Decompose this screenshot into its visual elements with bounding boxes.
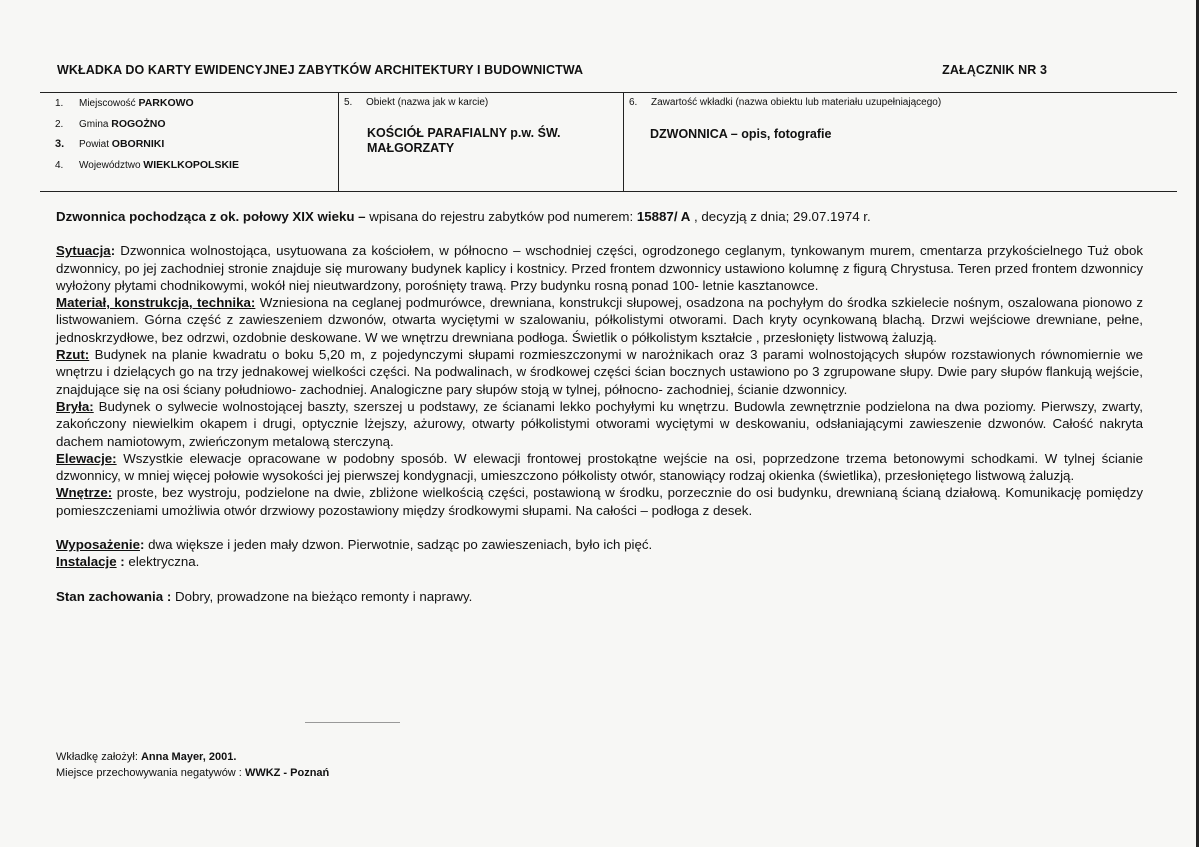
spacer: [56, 571, 1143, 588]
annex-number: ZAŁĄCZNIK NR 3: [942, 63, 1047, 77]
description-body: [56, 208, 1143, 605]
section-installations: Instalacje : elektryczna.: [56, 554, 200, 570]
intro-paragraph: Dzwonnica pochodząca z ok. połowy XIX wieku – wpisana do rejestru zabytków pod numerem: 15887/ A , decyzją z dnia; 29.07.1974 r.: [56, 209, 871, 224]
section-elevations: Elewacje: Wszystkie elewacje opracowane w podobny sposób. W elewacji frontowej prostokątne wejście na osi, poprzedzone trzema betonowymi schodkami. W tylnej ścianie dzwonnicy, w mniej więcej połowie wysokości jej pierwszej kondygnacji, umieszczono półkolisty otwór, stanowiący rodzaj okienka (świetlika), przesłoniętego listwową żaluzją.: [56, 450, 1143, 484]
insert-column: [623, 93, 1177, 191]
faint-dash-mark: [305, 722, 400, 723]
object-name: KOŚCIÓŁ PARAFIALNY p.w. ŚW. MAŁGORZATY: [367, 126, 561, 155]
insert-content: DZWONNICA – opis, fotografie: [650, 127, 832, 141]
author-line: Wkładkę założył: Anna Mayer, 2001.: [56, 751, 237, 763]
document-footer: [56, 749, 329, 781]
location-line-2: 2. Gmina ROGOŻNO: [55, 118, 166, 130]
section-equipment: Wyposażenie: dwa większe i jeden mały dzwon. Pierwotnie, sadząc po zawieszeniach, było ich pięć.: [56, 537, 653, 553]
section-mass: Bryła: Budynek o sylwecie wolnostojącej baszty, szerszej u podstawy, ze ścianami lekko pochyłymi ku wnętrzu. Budowla zewnętrznie podzielona na dwa poziomy. Pierwszy, zwarty, zakończony niewielkim okapem i drugi, optycznie lżejszy, ażurowy, otwarty półkolistymi otworami wyciętymi w deskowaniu, odsłaniającymi zawieszenie dzwonów. Całość nakryta dachem namiotowym, zwieńczonym metalową sterczyną.: [56, 398, 1143, 449]
location-line-1: 1. Miejscowość PARKOWO: [55, 97, 194, 109]
section-interior: Wnętrze: proste, bez wystroju, podzielone na dwie, zbliżone wielkością części, postawioną w środku, porzecznie do osi budynku, drewnianą ścianą działową. Komunikację pomiędzy pomieszczeniami umożliwia otwór drzwiowy pozostawiony między środkowymi słupami. Na całości – podłoga z desek.: [56, 485, 1143, 518]
object-column: [338, 93, 624, 191]
section-situation: Sytuacja: Dzwonnica wolnostojąca, usytuowana za kościołem, w północno – wschodniej części, ogrodzonego ceglanym, tynkowanym murem, cmentarza przykościelnego Tuż obok dzwonnicy, po jej zachodniej stronie znajduje się murowany budynek kaplicy i kostnicy. Przed frontem dzwonnicy ustawiono kolumnę z figurą Chrystusa. Teren przed frontem dzwonnicy wyłożony płytami chodnikowymi, wokół niej nieutwardzony, porośnięty trawą. Przy budynku rosną ponad 100- letnie kasztanowce.: [56, 243, 1143, 293]
metadata-table: [40, 92, 1177, 192]
negatives-line: Miejsce przechowywania negatywów : WWKZ - Poznań: [56, 767, 330, 779]
section-condition: Stan zachowania : Dobry, prowadzone na bieżąco remonty i naprawy.: [56, 588, 473, 604]
section-plan: Rzut: Budynek na planie kwadratu o boku 5,20 m, z pojedynczymi słupami rozmieszczonymi w narożnikach oraz 3 parami wolnostojących słupów rozstawionych równomiernie we wnętrzu i dzielących go na trzy jednakowej wielkości części. Na podwalinach, w środkowej części ścian bocznych ustawiono po 3 zgrupowane słupy. Dwie pary słupów flankują wejście, znajdujące się na osi ściany południowo- zachodniej. Analogiczne pary słupów stoją w tylnej, północno- zachodniej, ścianie dzwonnicy.: [56, 347, 1143, 397]
object-label: 5. Obiekt (nazwa jak w karcie): [344, 97, 489, 108]
location-line-3: 3. Powiat OBORNIKI: [55, 138, 165, 150]
location-column: [40, 93, 338, 191]
document-title: WKŁADKA DO KARTY EWIDENCYJNEJ ZABYTKÓW ARCHITEKTURY I BUDOWNICTWA: [57, 63, 584, 77]
spacer: [56, 519, 1143, 536]
location-line-4: 4. Województwo WIEKLKOPOLSKIE: [55, 159, 239, 171]
section-material: Materiał, konstrukcja, technika: Wzniesiona na ceglanej podmurówce, drewniana, konstrukcji słupowej, osadzona na pochyłym do środka szkielecie nośnym, oszalowana pionowo z listwowaniem. Górna część z zawieszeniem dzwonów, otwarta wyciętymi w szalowaniu, półkolistymi otworami. Dach kryty ocynkowaną blachą. Drzwi wejściowe drewniane, pełne, jednoskrzydłowe, bez odrzwi, ozdobnie deskowane. W we wnętrzu drewniana podłoga. Świetlik o półkolistym kształcie , przesłonięty listwową żaluzją.: [56, 295, 1144, 345]
insert-label: 6. Zawartość wkładki (nazwa obiektu lub materiału uzupełniającego): [629, 97, 942, 108]
